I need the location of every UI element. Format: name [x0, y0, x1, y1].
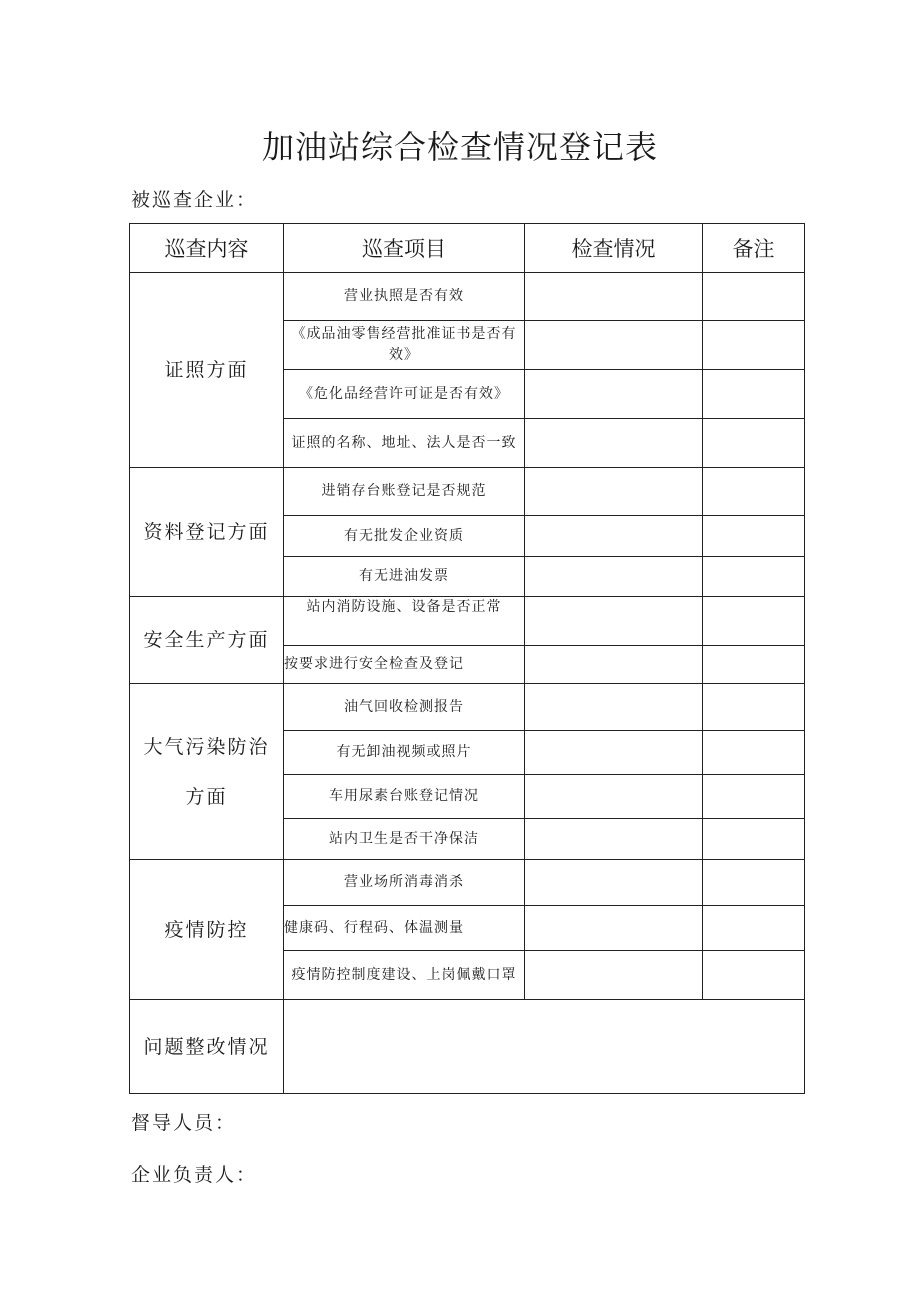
category-air-pollution: 大气污染防治方面: [130, 684, 284, 860]
status-cell[interactable]: [525, 597, 703, 646]
item-cell: 有无卸油视频或照片: [284, 731, 525, 775]
status-cell[interactable]: [525, 419, 703, 468]
header-content: 巡查内容: [130, 224, 284, 273]
item-cell: 有无进油发票: [284, 557, 525, 597]
item-cell: 《成品油零售经营批准证书是否有效》: [284, 321, 525, 370]
status-cell[interactable]: [525, 731, 703, 775]
item-cell: 按要求进行安全检查及登记: [284, 646, 525, 684]
enterprise-label: 被巡查企业：: [131, 189, 258, 211]
category-safety: 安全生产方面: [130, 597, 284, 684]
item-cell: 营业场所消毒消杀: [284, 860, 525, 906]
remark-cell[interactable]: [703, 906, 805, 951]
item-cell: 营业执照是否有效: [284, 273, 525, 321]
remark-cell[interactable]: [703, 370, 805, 419]
header-status: 检查情况: [525, 224, 703, 273]
category-license: 证照方面: [130, 273, 284, 468]
remark-cell[interactable]: [703, 557, 805, 597]
item-cell: 疫情防控制度建设、上岗佩戴口罩: [284, 951, 525, 1000]
table-row: [130, 860, 805, 906]
category-epidemic: 疫情防控: [130, 860, 284, 1000]
remark-cell[interactable]: [703, 597, 805, 646]
status-cell[interactable]: [525, 860, 703, 906]
remark-cell[interactable]: [703, 684, 805, 731]
rectification-row: [130, 1000, 805, 1094]
remark-cell[interactable]: [703, 419, 805, 468]
supervisor-label: 督导人员：: [131, 1112, 237, 1134]
status-cell[interactable]: [525, 557, 703, 597]
status-cell[interactable]: [525, 684, 703, 731]
item-cell: 证照的名称、地址、法人是否一致: [284, 419, 525, 468]
remark-cell[interactable]: [703, 860, 805, 906]
remark-cell[interactable]: [703, 819, 805, 860]
status-cell[interactable]: [525, 516, 703, 557]
remark-cell[interactable]: [703, 321, 805, 370]
table-row: [130, 468, 805, 516]
status-cell[interactable]: [525, 819, 703, 860]
header-row: [130, 224, 805, 273]
remark-cell[interactable]: [703, 775, 805, 819]
item-cell: 站内消防设施、设备是否正常: [284, 597, 525, 646]
rectification-label: 问题整改情况: [130, 1000, 284, 1094]
status-cell[interactable]: [525, 646, 703, 684]
status-cell[interactable]: [525, 906, 703, 951]
status-cell[interactable]: [525, 273, 703, 321]
item-cell: 《危化品经营许可证是否有效》: [284, 370, 525, 419]
remark-cell[interactable]: [703, 516, 805, 557]
header-item: 巡查项目: [284, 224, 525, 273]
item-cell: 车用尿素台账登记情况: [284, 775, 525, 819]
item-cell: 站内卫生是否干净保洁: [284, 819, 525, 860]
status-cell[interactable]: [525, 321, 703, 370]
category-records: 资料登记方面: [130, 468, 284, 597]
inspection-table: [129, 223, 805, 1094]
remark-cell[interactable]: [703, 468, 805, 516]
rectification-input[interactable]: [284, 1000, 805, 1094]
remark-cell[interactable]: [703, 646, 805, 684]
status-cell[interactable]: [525, 951, 703, 1000]
remark-cell[interactable]: [703, 273, 805, 321]
table-row: [130, 684, 805, 731]
item-cell: 健康码、行程码、体温测量: [284, 906, 525, 951]
status-cell[interactable]: [525, 370, 703, 419]
item-cell: 进销存台账登记是否规范: [284, 468, 525, 516]
header-remark: 备注: [703, 224, 805, 273]
remark-cell[interactable]: [703, 951, 805, 1000]
status-cell[interactable]: [525, 775, 703, 819]
manager-label: 企业负责人：: [131, 1164, 258, 1186]
table-row: [130, 273, 805, 321]
item-cell: 油气回收检测报告: [284, 684, 525, 731]
remark-cell[interactable]: [703, 731, 805, 775]
item-cell: 有无批发企业资质: [284, 516, 525, 557]
form-title: 加油站综合检查情况登记表: [261, 128, 658, 166]
status-cell[interactable]: [525, 468, 703, 516]
table-row: [130, 597, 805, 646]
